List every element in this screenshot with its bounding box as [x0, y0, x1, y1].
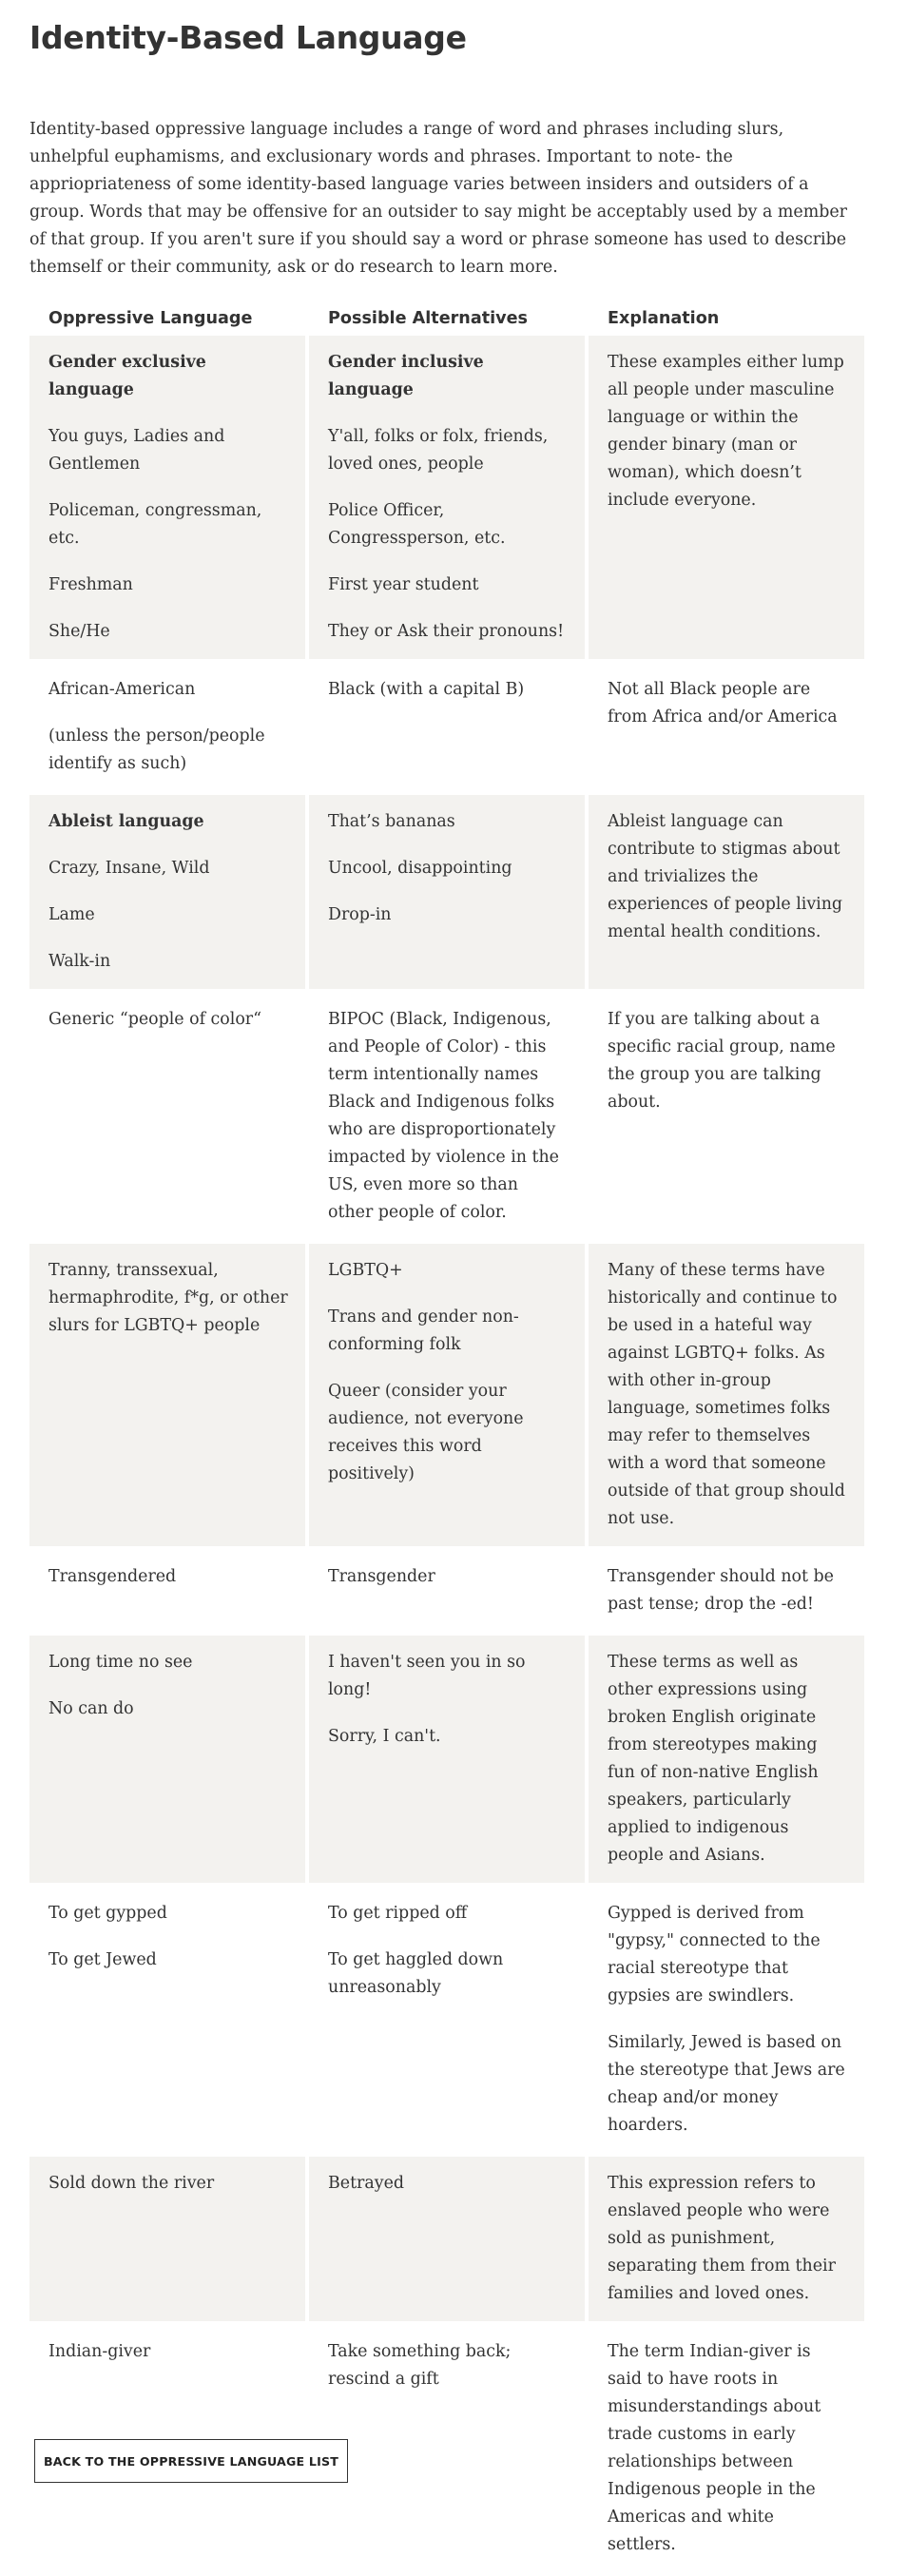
- cell-text: To get ripped off: [328, 1904, 468, 1923]
- cell-text: Uncool, disappointing: [328, 859, 512, 878]
- cell-text: I haven't seen you in so long!: [328, 1653, 526, 1699]
- cell-text: Take something back; rescind a gift: [328, 2342, 512, 2389]
- cell-oppressive: [29, 993, 305, 1240]
- cell-text: To get haggled down unreasonably: [328, 1950, 504, 1997]
- cell-text: Sold down the river: [48, 2174, 215, 2193]
- cell-text: Queer (consider your audience, not everyone receives this word positively): [328, 1382, 524, 1483]
- column-header-oppressive: Oppressive Language: [48, 309, 253, 328]
- intro-paragraph: Identity-based oppressive language includes a range of word and phrases including slurs, unhelpful euphamisms, and exclusionary words and phrases. Important to note- the appriopriateness of some identity-based language varies between insiders and outsiders of a group. Words that may be offensive for an outsider to say might be acceptably used by a member of that group. If you aren't sure if you should say a word or phrase someone has used to describe themself or their community, ask or do research to learn more.: [29, 120, 847, 277]
- cell-text: BIPOC (Black, Indigenous, and People of Color) - this term intentionally names Black and Indigenous folks who are disproportionately impacted by violence in the US, even more so than other people of color.: [328, 1010, 559, 1222]
- cell-text: If you are talking about a specific racial group, name the group you are talking about.: [608, 1010, 836, 1112]
- cell-text: Transgender: [328, 1567, 435, 1586]
- table-row: [29, 1636, 864, 1883]
- cell-explanation: [589, 1636, 864, 1883]
- cell-text: Trans and gender non-conforming folk: [328, 1307, 519, 1354]
- table-row: [29, 336, 864, 659]
- cell-text: First year student: [328, 575, 479, 594]
- cell-alternatives: [309, 336, 585, 659]
- column-header-alternatives: Possible Alternatives: [328, 309, 529, 328]
- cell-alternatives: [309, 1887, 585, 2153]
- category-heading: Gender exclusive language: [48, 353, 206, 399]
- category-heading: Ableist language: [48, 812, 204, 831]
- cell-explanation: [589, 1244, 864, 1546]
- table-row: [29, 795, 864, 989]
- table-row: [29, 1244, 864, 1546]
- table-row: [29, 1550, 864, 1632]
- table-row: [29, 993, 864, 1240]
- cell-explanation: [589, 1887, 864, 2153]
- cell-text: LGBTQ+: [328, 1261, 403, 1280]
- cell-text: Freshman: [48, 575, 133, 594]
- cell-text: You guys, Ladies and Gentlemen: [48, 427, 225, 474]
- cell-text: (unless the person/people identify as such): [48, 726, 265, 773]
- back-to-list-button[interactable]: BACK TO THE OPPRESSIVE LANGUAGE LIST: [34, 2439, 348, 2483]
- table-row: [29, 663, 864, 791]
- cell-oppressive: [29, 2157, 305, 2321]
- cell-oppressive: [29, 1244, 305, 1546]
- cell-alternatives: [309, 663, 585, 791]
- cell-text: These examples either lump all people under masculine language or within the gender binary (man or woman), which doesn’t include everyone.: [608, 353, 844, 510]
- cell-text: Not all Black people are from Africa and/or America: [608, 680, 838, 726]
- category-heading: Gender inclusive language: [328, 353, 484, 399]
- cell-text: To get gypped: [48, 1904, 167, 1923]
- cell-text: Crazy, Insane, Wild: [48, 859, 210, 878]
- cell-alternatives: [309, 1244, 585, 1546]
- cell-explanation: [589, 1550, 864, 1632]
- cell-text: The term Indian-giver is said to have roots in misunderstandings about trade customs in early relationships between Indigenous people in the Americas and white settlers.: [608, 2342, 821, 2554]
- language-table: [26, 293, 868, 2576]
- cell-text: Gypped is derived from "gypsy," connected to the racial stereotype that gypsies are swindlers.: [608, 1904, 821, 2005]
- column-header-explanation: Explanation: [608, 309, 720, 328]
- cell-alternatives: [309, 1636, 585, 1883]
- cell-text: They or Ask their pronouns!: [328, 622, 565, 641]
- cell-text: Sorry, I can't.: [328, 1727, 441, 1746]
- cell-text: Lame: [48, 905, 95, 924]
- table-row: [29, 1887, 864, 2153]
- cell-text: Similarly, Jewed is based on the stereotype that Jews are cheap and/or money hoarders.: [608, 2033, 845, 2135]
- cell-explanation: [589, 2325, 864, 2572]
- cell-oppressive: [29, 795, 305, 989]
- cell-text: Y'all, folks or folx, friends, loved ones, people: [328, 427, 549, 474]
- cell-text: Many of these terms have historically and continue to be used in a hateful way against LGBTQ+ folks. As with other in-group language, sometimes folks may refer to themselves with a word that someone outside of that group should not use.: [608, 1261, 845, 1528]
- cell-explanation: [589, 2157, 864, 2321]
- cell-oppressive: [29, 663, 305, 791]
- cell-alternatives: [309, 1550, 585, 1632]
- cell-oppressive: [29, 336, 305, 659]
- cell-text: Transgender should not be past tense; drop the -ed!: [608, 1567, 834, 1614]
- cell-alternatives: [309, 2325, 585, 2572]
- cell-text: Tranny, transsexual, hermaphrodite, f*g, or other slurs for LGBTQ+ people: [48, 1261, 288, 1335]
- cell-text: Policeman, congressman, etc.: [48, 501, 262, 548]
- page-title: Identity-Based Language: [29, 19, 467, 56]
- cell-oppressive: [29, 1887, 305, 2153]
- cell-oppressive: [29, 1550, 305, 1632]
- cell-alternatives: [309, 795, 585, 989]
- cell-alternatives: [309, 993, 585, 1240]
- cell-text: Indian-giver: [48, 2342, 151, 2361]
- cell-text: These terms as well as other expressions using broken English originate from stereotypes making fun of non-native English speakers, particularly applied to indigenous people and Asians.: [608, 1653, 819, 1865]
- cell-text: Generic “people of color“: [48, 1010, 261, 1029]
- cell-text: Ableist language can contribute to stigmas about and trivializes the experiences of people living mental health conditions.: [608, 812, 843, 941]
- cell-text: To get Jewed: [48, 1950, 157, 1969]
- cell-explanation: [589, 336, 864, 659]
- table-row: [29, 2157, 864, 2321]
- cell-explanation: [589, 663, 864, 791]
- cell-text: Black (with a capital B): [328, 680, 525, 699]
- cell-text: Walk-in: [48, 952, 111, 971]
- cell-alternatives: [309, 2157, 585, 2321]
- cell-explanation: [589, 795, 864, 989]
- cell-text: Drop-in: [328, 905, 392, 924]
- cell-text: Betrayed: [328, 2174, 404, 2193]
- cell-text: African-American: [48, 680, 196, 699]
- table-header-row: [29, 297, 864, 332]
- cell-text: That’s bananas: [328, 812, 455, 831]
- cell-text: This expression refers to enslaved people who were sold as punishment, separating them from their families and loved ones.: [608, 2174, 836, 2303]
- cell-explanation: [589, 993, 864, 1240]
- cell-oppressive: [29, 1636, 305, 1883]
- cell-text: She/He: [48, 622, 110, 641]
- cell-text: Police Officer, Congressperson, etc.: [328, 501, 506, 548]
- table-body: [29, 336, 864, 2572]
- cell-text: Long time no see: [48, 1653, 193, 1672]
- cell-text: No can do: [48, 1699, 134, 1718]
- cell-text: Transgendered: [48, 1567, 177, 1586]
